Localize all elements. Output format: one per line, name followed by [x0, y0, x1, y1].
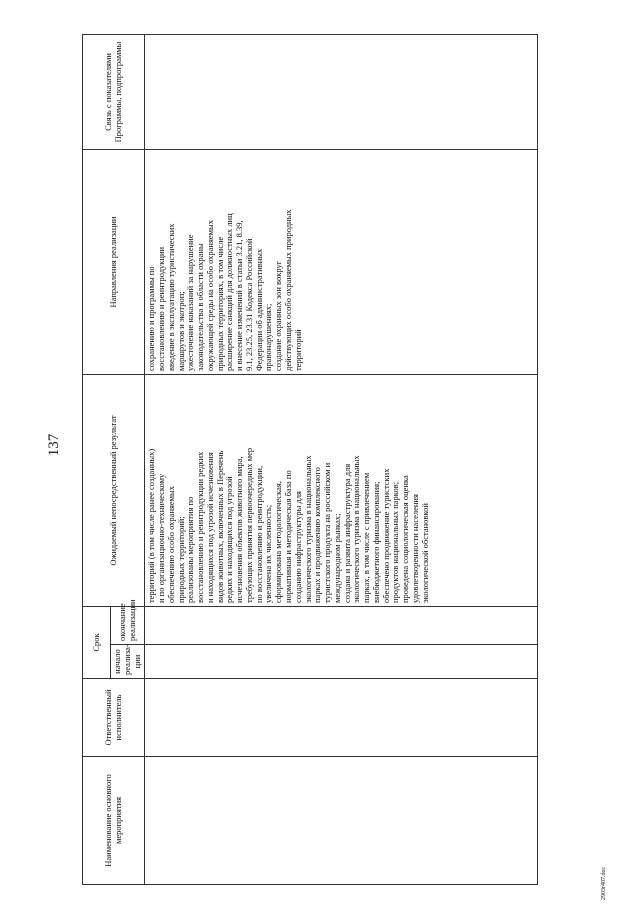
page-number: 137: [46, 433, 62, 457]
direction-line: территорий: [292, 329, 303, 371]
measures-table: [82, 34, 538, 885]
cell-term-end: [145, 607, 538, 645]
header-term-start: начало реализа-ции: [111, 645, 145, 679]
direction-line: правонарушениях;: [263, 303, 274, 371]
result-line: видов животных, включенных в Перечень: [214, 450, 225, 603]
result-line: нормативная и методическая база по: [283, 470, 294, 603]
direction-line: окружающей среды на особо охраняемых: [204, 220, 215, 371]
cell-relation: [145, 35, 538, 150]
result-line: парках, в том числе с привлечением: [361, 472, 372, 603]
header-term: Срок: [83, 607, 111, 679]
direction-line: сохранению и программы по: [146, 266, 157, 371]
result-line: редких и находящихся под угрозой: [224, 476, 235, 603]
result-line: внебюджетного финансирования;: [370, 481, 381, 603]
direction-line: создание охранных зон вокруг: [273, 260, 284, 371]
result-line: исчезновения объектов животного мира,: [234, 456, 245, 603]
result-line: продуктов национальных парков;: [390, 481, 401, 603]
result-line: экологического туризма в национальных: [302, 455, 313, 603]
header-directions: Направления реализации: [83, 150, 145, 375]
result-line: и по организационно-техническому: [156, 473, 167, 603]
direction-line: законодательства в области охраны: [195, 243, 206, 371]
direction-line: восстановлению и реинтродукции: [156, 246, 167, 371]
direction-line: расширение санкций для должностных лиц: [224, 213, 235, 371]
result-line: экологической обстановкой: [419, 503, 430, 603]
result-line: туристского продукта на российском и: [322, 462, 333, 603]
result-line: реализованы мероприятия по: [185, 496, 196, 603]
result-line: удовлетворенности населения: [409, 494, 420, 603]
result-line: требующих принятия первоочередных мер: [243, 447, 254, 603]
result-line: территорий (в том числе ранее созданных): [146, 448, 157, 603]
header-term-end: окончание реализации: [111, 607, 145, 645]
header-relation: Связь с показателями Программы, подпрограммы: [83, 35, 145, 150]
result-line: международном рынках;: [331, 513, 342, 603]
result-line: обеспечению особо охраняемых: [165, 485, 176, 603]
header-result: Ожидаемый непосредственный результат: [83, 375, 145, 607]
cell-result: [145, 375, 538, 607]
direction-line: действующих особо охраняемых природных: [283, 209, 294, 371]
result-line: по восстановлению и реинтродукции,: [253, 465, 264, 603]
result-line: сформирована методологическая,: [273, 481, 284, 603]
header-responsible: Ответственный исполнитель: [83, 679, 145, 757]
cell-responsible: [145, 679, 538, 757]
result-line: увеличена их численность;: [263, 504, 274, 603]
cell-directions: [145, 150, 538, 375]
cell-name: [145, 757, 538, 885]
result-line: создана и развита инфраструктура для: [341, 463, 352, 603]
direction-line: Федерации об административных: [253, 248, 264, 371]
direction-line: ужесточение наказаний за нарушение: [185, 234, 196, 371]
result-line: восстановлению и реинтродукции редких: [195, 451, 206, 603]
cell-term-start: [145, 645, 538, 679]
result-line: созданию инфраструктуры для: [292, 491, 303, 603]
header-name: Наименование основного мероприятия: [83, 757, 145, 885]
result-line: обеспечено продвижение туристских: [380, 468, 391, 603]
direction-line: маршрутов и экотроп;: [175, 291, 186, 371]
rotated-sheet: [82, 35, 542, 885]
result-line: парках и продвижению комплексного: [312, 467, 323, 603]
result-line: и находящихся под угрозой исчезновения: [204, 452, 215, 603]
direction-line: и внесение изменений в статьи 3.21, 8.39,: [234, 220, 245, 371]
result-line: природных территорий;: [175, 516, 186, 603]
footer-code: 2903r407.doc: [601, 866, 607, 900]
direction-line: 9.1, 23.25, 23.31 Кодекса Российской: [243, 238, 254, 371]
result-line: проведена социологическая оценка: [400, 475, 411, 603]
direction-line: природных территориях, в том числе: [214, 236, 225, 371]
direction-line: введение в эксплуатацию туристических: [165, 223, 176, 371]
result-line: экологического туризма в национальных: [351, 455, 362, 603]
